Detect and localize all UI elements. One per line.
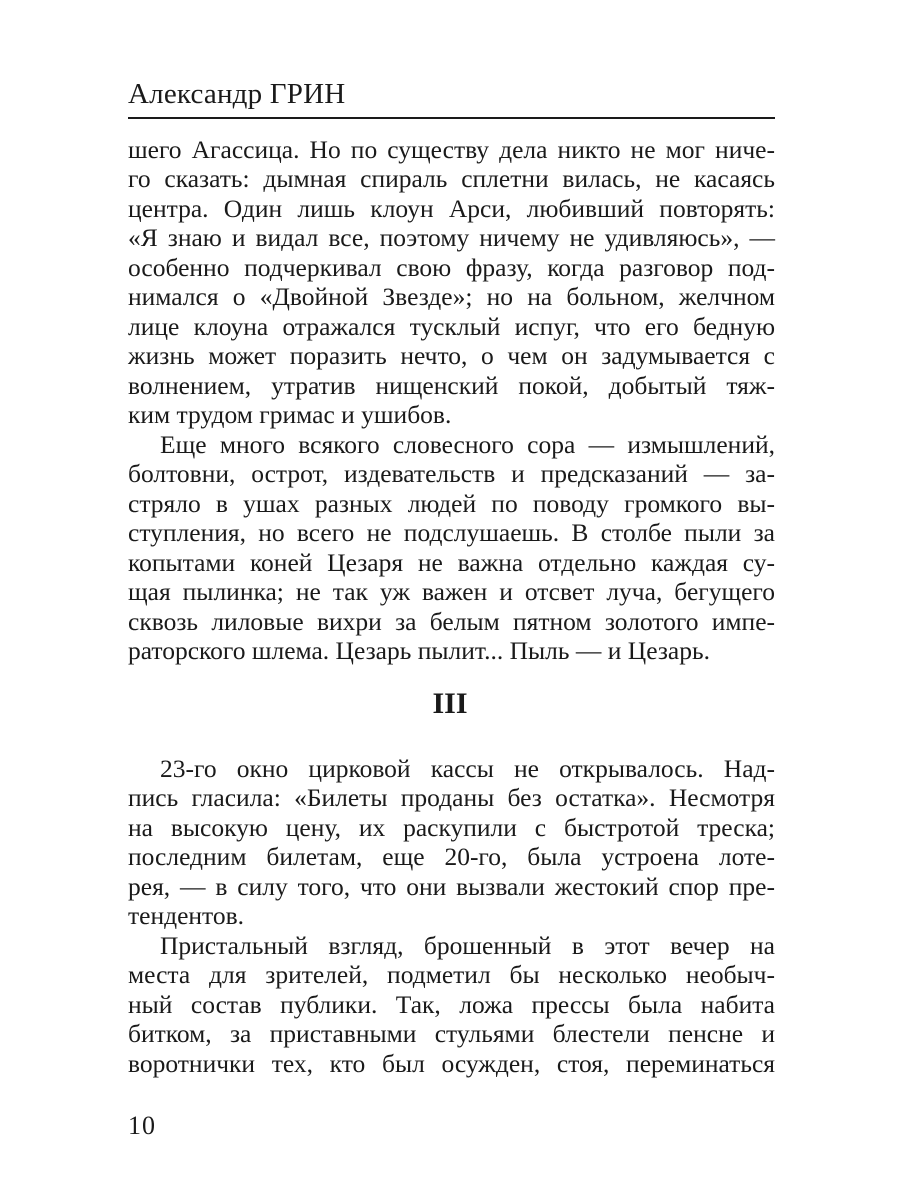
text-line: 23-го окно цирковой кассы не открывалось. Над-	[160, 754, 775, 783]
text-line: нимался о «Двойной Звезде»; но на больном, желчном	[128, 282, 775, 311]
text-line: щая пылинка; не так уж важен и отсвет луча, бегущего	[128, 577, 775, 606]
text-line: битком, за приставными стульями блестели пенсне и	[128, 1019, 775, 1048]
text-line: «Я знаю и видал все, поэтому ничему не удивляюсь», —	[128, 223, 775, 252]
text-line: болтовни, острот, издевательств и предсказаний — за-	[128, 459, 775, 488]
text-line: Еще много всякого словесного сора — измышлений,	[160, 430, 775, 459]
header-rule	[128, 117, 775, 119]
text-line: Пристальный взгляд, брошенный в этот вечер на	[160, 931, 775, 960]
page-number: 10	[128, 1111, 156, 1140]
text-line: воротнички тех, кто был осужден, стоя, переминаться	[128, 1049, 775, 1078]
chapter-heading: III	[432, 687, 468, 720]
text-line: последним билетам, еще 20-го, была устроена лоте-	[128, 842, 775, 871]
text-line: копытами коней Цезаря не важна отдельно каждая су-	[128, 548, 775, 577]
text-line: пись гласила: «Билеты проданы без остатка». Несмотря	[128, 783, 775, 812]
text-line: стряло в ушах разных людей по поводу громкого вы-	[128, 489, 775, 518]
running-head: Александр ГРИН	[128, 78, 346, 110]
text-line: сквозь лиловые вихри за белым пятном золотого импе-	[128, 607, 775, 636]
text-line: раторского шлема. Цезарь пылит... Пыль — и Цезарь.	[128, 636, 710, 665]
text-line: места для зрителей, подметил бы несколько необыч-	[128, 960, 775, 989]
text-line: особенно подчеркивал свою фразу, когда разговор под-	[128, 253, 775, 282]
text-line: рея, — в силу того, что они вызвали жестокий спор пре-	[128, 872, 775, 901]
text-line: шего Агассица. Но по существу дела никто не мог ниче-	[128, 135, 775, 164]
text-line: на высокую цену, их раскупили с быстротой треска;	[128, 813, 775, 842]
text-line: тендентов.	[128, 901, 245, 930]
text-line: ким трудом гримас и ушибов.	[128, 400, 452, 429]
text-line: ный состав публики. Так, ложа прессы была набита	[128, 990, 775, 1019]
text-line: жизнь может поразить нечто, о чем он задумывается с	[128, 341, 775, 370]
text-line: центра. Один лишь клоун Арси, любивший повторять:	[128, 194, 775, 223]
text-line: лице клоуна отражался тусклый испуг, что его бедную	[128, 312, 775, 341]
text-line: волнением, утратив нищенский покой, добытый тяж-	[128, 371, 775, 400]
text-line: го сказать: дымная спираль сплетни вилась, не касаясь	[128, 164, 775, 193]
text-line: ступления, но всего не подслушаешь. В столбе пыли за	[128, 518, 775, 547]
